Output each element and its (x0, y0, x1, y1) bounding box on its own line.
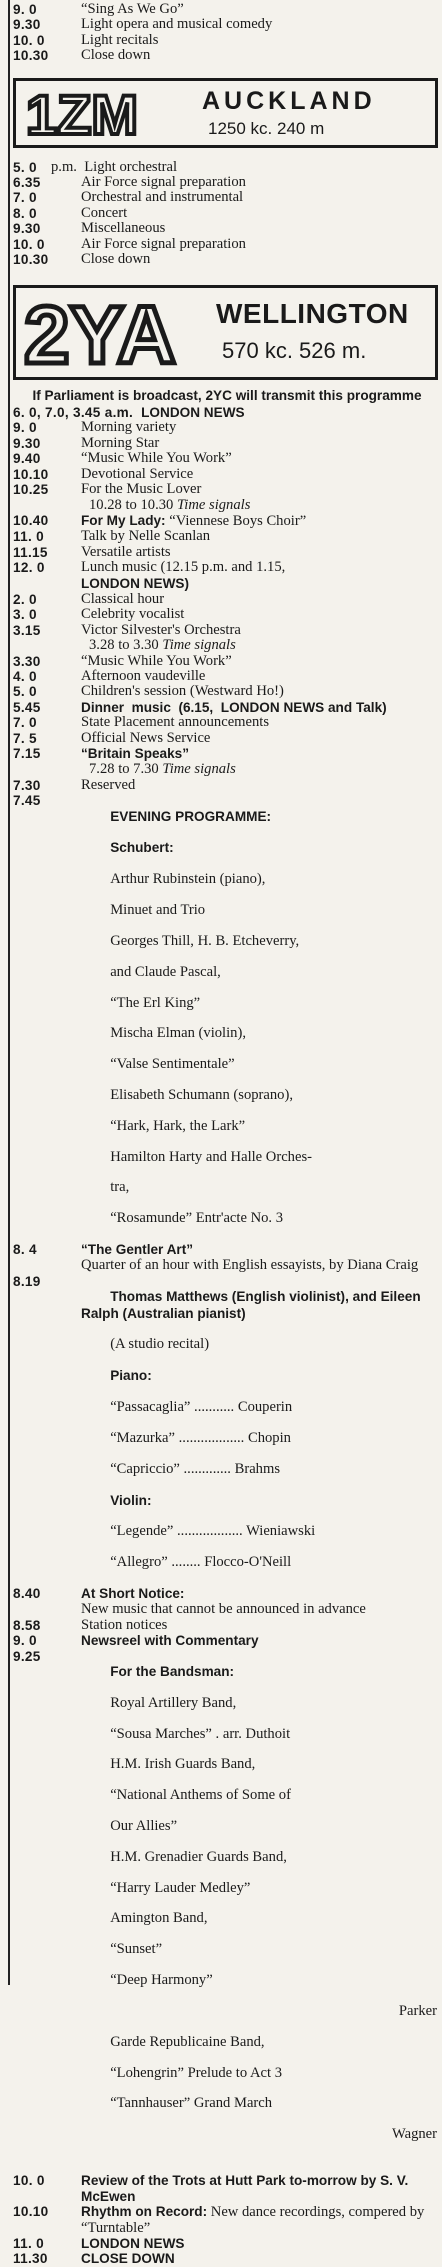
station-2ya-programme (13, 405, 441, 2267)
programme-row: 7. 0 Orchestral and instrumental (13, 189, 244, 206)
programme-row: 4. 0 Afternoon vaudeville (13, 667, 206, 684)
programme-row: 10.40 For My Lady: “Viennese Boys Choir” (13, 512, 307, 529)
station-call-letters: 1ZM (26, 85, 138, 140)
programme-row: 3.15 Victor Silvester's Orchestra 3.28 to 3.30 Time signals (13, 621, 241, 654)
programme-row: 12. 0 Lunch music (12.15 p.m. and 1.15, LONDON NEWS) (13, 559, 286, 591)
programme-row: 10.30 Close down (13, 251, 151, 268)
station-city: WELLINGTON (216, 298, 409, 330)
programme-row: 3.30 “Music While You Work” (13, 652, 232, 669)
parliament-note: If Parliament is broadcast, 2YC will transmit this programme (32, 388, 422, 404)
programme-row: 8. 0 Concert (13, 204, 128, 221)
programme-row: 10. 0 Review of the Trots at Hutt Park to-morrow by S. V. McEwen (13, 2173, 413, 2204)
programme-row: 8. 4 “The Gentler Art” Quarter of an hour with English essayists, by Diana Craig (13, 1242, 419, 1274)
programme-row: 10.10 Rhythm on Record: New dance recordings, compered by “Turntable” (13, 2204, 428, 2236)
programme-row: 7. 5 Official News Service (13, 729, 211, 746)
column-rule (8, 0, 10, 1985)
programme-row: 8.19 Thomas Matthews (English violinist), and Eileen Ralph (Australian pianist) (A studio recital) Piano: “Passacaglia” ........... Couperin “Mazurka” .................. Chopin “Capriccio” ............. Brahms Violin: “Legende” .................. Wieniawski “Allegro” ........ Flocco-O'Neill (13, 1273, 425, 1571)
programme-row: 9.40 “Music While You Work” (13, 450, 232, 467)
programme-row: 10.10 Devotional Service (13, 465, 194, 482)
programme-row: 10.25 For the Music Lover 10.28 to 10.30 Time signals (13, 481, 251, 513)
programme-row: 9. 0 Newsreel with Commentary (13, 1633, 259, 1649)
radio-listing-column (13, 0, 441, 2267)
programme-row: 2. 0 Classical hour (13, 590, 165, 607)
station-logo-1zm (26, 86, 186, 140)
programme-row: 6.35 Air Force signal preparation (13, 174, 246, 191)
programme-row: 9. 0 “Sing As We Go” (13, 1, 184, 17)
programme-row: 10. 0 Air Force signal preparation (13, 235, 246, 252)
station-header-1zm (13, 78, 438, 148)
programme-row: 11.15 Versatile artists (13, 543, 171, 560)
programme-row: 6. 0, 7.0, 3.45 a.m. LONDON NEWS (13, 405, 245, 421)
programme-row: 7.15 “Britain Speaks” 7.28 to 7.30 Time signals (13, 746, 236, 778)
programme-row: 11. 0 Talk by Nelle Scanlan (13, 528, 211, 545)
programme-row: 5. 0 p.m. Light orchestral (13, 158, 178, 175)
station-call-letters: 2YA (24, 292, 176, 373)
programme-row: 9. 0 Morning variety (13, 419, 177, 436)
station-frequency: 1250 kc. 240 m (208, 118, 325, 138)
programme-row: 11.30 CLOSE DOWN (13, 2251, 175, 2267)
programme-row: 8.58 Station notices (13, 1616, 168, 1633)
programme-row: 5.45 Dinner music (6.15, LONDON NEWS and Talk) (13, 699, 387, 715)
programme-row: 7.30 Reserved (13, 776, 136, 793)
programme-row: 10.30 Close down (13, 47, 151, 64)
programme-row: 8.40 At Short Notice: New music that cannot be announced in advance (13, 1585, 366, 1618)
previous-station-tail (13, 0, 441, 64)
programme-row: 7. 0 State Placement announcements (13, 714, 270, 731)
programme-row: 7.45 EVENING PROGRAMME: Schubert: Arthur Rubinstein (piano), Minuet and Trio Georges Thill, H. B. Etcheverry, and Claude Pascal, “The Erl King” Mischa Elman (violin), “Valse Sentimentale” Elisabeth Schumann (soprano), “Hark, Hark, the Lark” Hamilton Harty and Halle Orches- tra, “Rosamunde” Entr'acte No. 3 (13, 793, 312, 1227)
station-1zm-programme (13, 160, 441, 268)
programme-row: 9.30 Light opera and musical comedy (13, 16, 273, 33)
programme-row: 10. 0 Light recitals (13, 31, 159, 48)
station-city: AUCKLAND (202, 86, 376, 115)
programme-row: 11. 0 LONDON NEWS (13, 2236, 185, 2251)
programme-row: 9.30 Morning Star (13, 434, 160, 451)
programme-row: 3. 0 Celebrity vocalist (13, 606, 185, 623)
station-logo-2ya (24, 293, 214, 373)
station-frequency: 570 kc. 526 m. (222, 338, 367, 364)
station-header-2ya (13, 285, 438, 380)
programme-row: 5. 0 Children's session (Westward Ho!) (13, 683, 284, 700)
programme-row: 9.25 For the Bandsman: Royal Artillery Band, “Sousa Marches” . arr. Duthoit H.M. Irish Guards Band, “National Anthems of Some of Our Allies” H.M. Grenadier Guards Band, “Harry Lauder Medley” Amington Band, “Sunset” “Deep Harmony” Parker Garde Republicaine Band, “Lohengrin” Prelude to Act 3 “Tannhauser” Grand March Wagner (13, 1648, 437, 2143)
programme-row: 9.30 Miscellaneous (13, 220, 166, 237)
